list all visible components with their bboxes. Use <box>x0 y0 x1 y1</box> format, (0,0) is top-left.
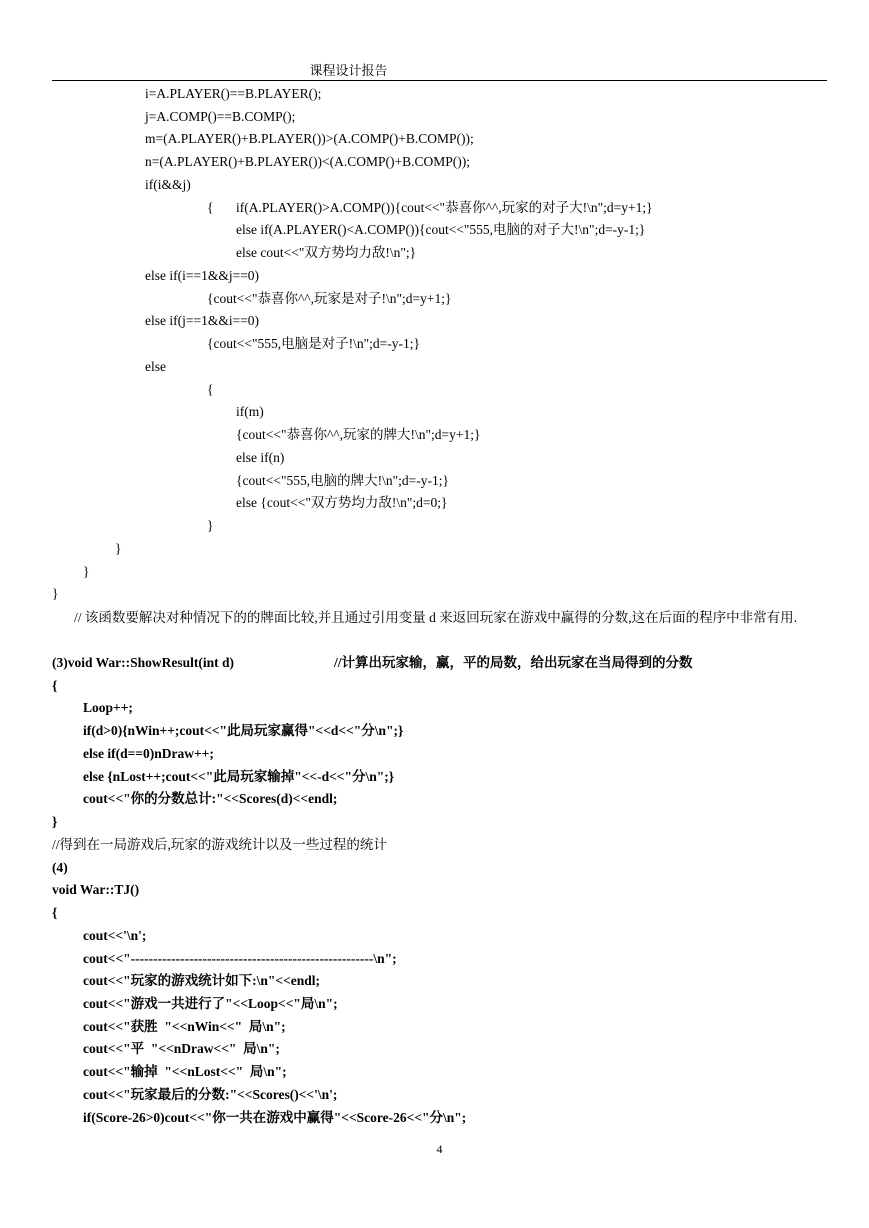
code-line: Loop++; <box>83 700 133 715</box>
code-line: else cout<<"双方势均力敌!\n";} <box>236 245 417 260</box>
code-line: {cout<<"恭喜你^^,玩家是对子!\n";d=y+1;} <box>207 291 452 306</box>
code-line: cout<<"你的分数总计:"<<Scores(d)<<endl; <box>83 791 338 806</box>
code-line: {cout<<"555,电脑是对子!\n";d=-y-1;} <box>207 336 420 351</box>
page-header <box>0 60 869 79</box>
code-line: } <box>115 541 122 556</box>
code-line: cout<<"------------------------------------------------------\n"; <box>83 951 397 966</box>
code-line: cout<<"输掉 "<<nLost<<" 局\n"; <box>83 1064 287 1079</box>
code-line: if(Score-26>0)cout<<"你一共在游戏中赢得"<<Score-26<<"分\n"; <box>83 1110 467 1125</box>
code-line: else if(i==1&&j==0) <box>145 268 260 283</box>
page-number-text: 4 <box>436 1142 443 1156</box>
code-line: cout<<"获胜 "<<nWin<<" 局\n"; <box>83 1019 286 1034</box>
code-line: else if(d==0)nDraw++; <box>83 746 214 761</box>
code-line: } <box>52 814 58 829</box>
code-line: m=(A.PLAYER()+B.PLAYER())>(A.COMP()+B.COMP()); <box>145 131 474 146</box>
code-line: if(d>0){nWin++;cout<<"此局玩家赢得"<<d<<"分\n";} <box>83 723 404 738</box>
code-line: j=A.COMP()==B.COMP(); <box>145 109 296 124</box>
code-line: else {nLost++;cout<<"此局玩家输掉"<<-d<<"分\n";} <box>83 769 395 784</box>
code-line: { <box>207 200 214 215</box>
code-line: if(m) <box>236 404 264 419</box>
code-line: } <box>83 564 90 579</box>
page-number <box>0 1142 869 1157</box>
code-line: else {cout<<"双方势均力敌!\n";d=0;} <box>236 495 448 510</box>
code-line: cout<<"平 "<<nDraw<<" 局\n"; <box>83 1041 280 1056</box>
explanation-paragraph: // 该函数要解决对种情况下的的牌面比较,并且通过引用变量 d 来返回玩家在游戏中赢得的分数,这在后面的程序中非常有用. <box>74 610 797 625</box>
code-line: else if(n) <box>236 450 285 465</box>
header-title: 课程设计报告 <box>309 63 388 78</box>
code-line: if(i&&j) <box>145 177 191 192</box>
section-number: (4) <box>52 860 68 875</box>
code-line: } <box>207 518 214 533</box>
code-line: cout<<"玩家最后的分数:"<<Scores()<<'\n'; <box>83 1087 338 1102</box>
code-line: cout<<'\n'; <box>83 928 147 943</box>
code-line: } <box>52 586 59 601</box>
code-line: cout<<"玩家的游戏统计如下:\n"<<endl; <box>83 973 321 988</box>
code-line: { <box>207 382 214 397</box>
function-signature: void War::TJ() <box>52 882 140 897</box>
code-line: { <box>52 678 58 693</box>
code-line: { <box>52 905 58 920</box>
section-comment: //得到在一局游戏后,玩家的游戏统计以及一些过程的统计 <box>52 837 387 852</box>
code-line: else if(j==1&&i==0) <box>145 313 260 328</box>
code-line: if(A.PLAYER()>A.COMP()){cout<<"恭喜你^^,玩家的对子大!\n";d=y+1;} <box>236 200 653 215</box>
code-line: cout<<"游戏一共进行了"<<Loop<<"局\n"; <box>83 996 338 1011</box>
code-line: {cout<<"555,电脑的牌大!\n";d=-y-1;} <box>236 473 449 488</box>
code-line: else if(A.PLAYER()<A.COMP()){cout<<"555,电脑的对子大!\n";d=-y-1;} <box>236 222 646 237</box>
header-rule <box>52 80 827 81</box>
code-line: n=(A.PLAYER()+B.PLAYER())<(A.COMP()+B.COMP()); <box>145 154 470 169</box>
function-signature: (3)void War::ShowResult(int d) <box>52 655 235 670</box>
code-line: else <box>145 359 166 374</box>
code-line: i=A.PLAYER()==B.PLAYER(); <box>145 86 322 101</box>
code-line: {cout<<"恭喜你^^,玩家的牌大!\n";d=y+1;} <box>236 427 481 442</box>
signature-comment: //计算出玩家输，赢，平的局数，给出玩家在当局得到的分数 <box>334 655 693 670</box>
